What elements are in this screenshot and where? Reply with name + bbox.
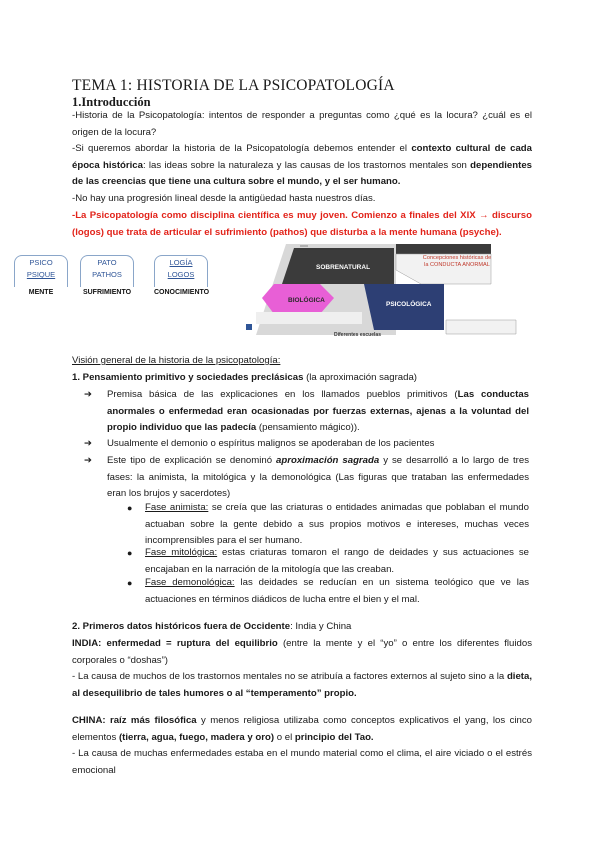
top-dark-box	[396, 244, 491, 254]
arrow-icon: ➔	[84, 455, 93, 466]
bullet-icon: ●	[127, 548, 133, 558]
bullet-mitologica: ● Fase mitológica: estas criaturas tomaron el rango de deidades y sus actuaciones se encajaban en la narración de la mitología que las creaban.	[127, 547, 529, 575]
india-paragraph: INDIA: enfermedad = ruptura del equilibrio (entre la mente y el “yo” o entre los diferentes fluidos corporales o “doshas”)	[72, 638, 532, 666]
corner-mark	[246, 324, 252, 330]
arrow-item-1: ➔ Premisa básica de las explicaciones en los llamados pueblos primitivos (Las conductas anormales o enfermedad eran ocasionadas por fuerzas externas, ajenas a la voluntad del propio individuo que las padecía (pensamiento mágico)).	[84, 389, 529, 434]
arrow-item-3: ➔ Este tipo de explicación se denominó aproximación sagrada y se desarrolló a lo largo de tres fases: la animista, la mitológica y la demonológica (Las figuras que trataban las enfermedades eran los brujos y sacerdotes)	[84, 455, 529, 500]
intro-paragraph-3: -No hay una progresión lineal desde la antigüedad hasta nuestros días.	[72, 193, 376, 204]
triad-logia: LOGÍA LOGOS CONOCIMIENTO	[154, 255, 209, 296]
label-conduct: Concepciones históricas de la CONDUCTA ANORMAL	[422, 255, 492, 268]
arrow-icon: ➔	[84, 438, 93, 449]
bullet-icon: ●	[127, 503, 133, 513]
historical-conceptions-diagram	[246, 240, 536, 340]
label-biologica: BIOLÓGICA	[288, 297, 325, 304]
label-schools: Diferentes escuelas	[334, 332, 381, 338]
china-paragraph: CHINA: raíz más filosófica y menos religiosa utilizaba como conceptos explicativos el yang, los cinco elementos (tierra, agua, fuego, madera y oro) o el principio del Tao.	[72, 715, 532, 743]
triad-psico: PSICO PSIQUE MENTE	[14, 255, 68, 296]
intro-paragraph-4: -La Psicopatología como disciplina científica es muy joven. Comienzo a finales del XIX → discurso (logos) que trata de articular el sufrimiento (pathos) que disturba a la mente humana (psyche).	[72, 210, 532, 238]
section2-heading: 2. Primeros datos históricos fuera de Occidente: India y China	[72, 621, 352, 632]
arrow-item-2: ➔ Usualmente el demonio o espíritus malignos se apoderaban de los pacientes	[107, 436, 529, 453]
side-note-box	[446, 320, 516, 334]
intro-heading: 1.Introducción	[72, 95, 151, 109]
lower-band	[256, 312, 362, 324]
overview-heading: Visión general de la historia de la psicopatología:	[72, 355, 281, 366]
intro-paragraph-2: -Si queremos abordar la historia de la Psicopatología debemos entender el contexto cultural de cada época histórica: las ideas sobre la naturaleza y las causas de los trastornos mentales son dependientes de las creencias que tiene una cultura sobre el mundo, y el ser humano.	[72, 143, 532, 188]
page-title: TEMA 1: HISTORIA DE LA PSICOPATOLOGÍA	[72, 77, 395, 94]
section1-heading: 1. Pensamiento primitivo y sociedades preclásicas (la aproximación sagrada)	[72, 372, 418, 383]
bullet-demonologica: ● Fase demonológica: las deidades se reducían en un sistema teológico que ve las actuaciones en términos diádicos de lucha entre el bien y el mal.	[127, 577, 529, 605]
china-cause-paragraph: - La causa de muchas enfermedades estaba en el mundo material como el clima, el aire viciado o el estrés emocional	[72, 748, 532, 776]
bullet-animista: ● Fase animista: se creía que las criaturas o entidades animadas que poblaban el mundo actuaban sobre la gente debido a sus propios motivos e intereses, muchas veces incomprensibles para el ser humano.	[127, 502, 529, 547]
triad-pato: PATO PATHOS SUFRIMIENTO	[80, 255, 134, 296]
bullet-icon: ●	[127, 578, 133, 588]
conduct-label-wrap	[422, 255, 492, 283]
label-psicologica: PSICOLÓGICA	[386, 301, 432, 308]
arrow-icon: ➔	[84, 389, 93, 400]
intro-paragraph-1: -Historia de la Psicopatología: intentos de responder a preguntas como ¿qué es la locura? ¿cuál es el origen de la locura?	[72, 110, 532, 138]
india-cause-paragraph: - La causa de muchos de los trastornos mentales no se atribuía a factores externos al sujeto sino a la dieta, al desequilibrio de tales humores o al “temperamento” propio.	[72, 671, 532, 699]
label-sobrenatural: SOBRENATURAL	[316, 264, 371, 271]
